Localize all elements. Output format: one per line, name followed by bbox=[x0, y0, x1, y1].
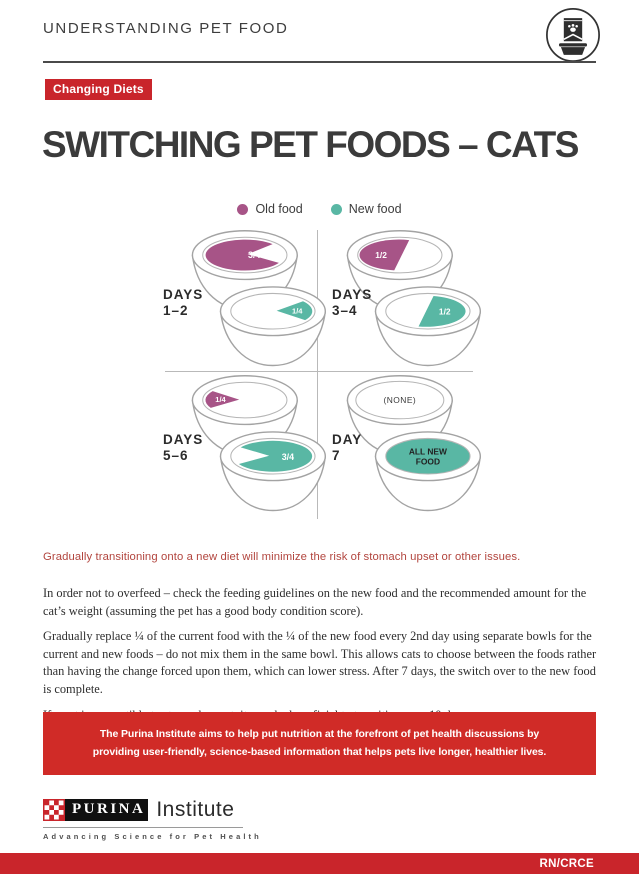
paragraph-1: In order not to overfeed – check the feeding guidelines on the new food and the recommended amount for the cat’s weight (assuming the pet has a good body condition score). bbox=[43, 586, 587, 618]
body-copy bbox=[43, 585, 600, 732]
quadrant-days-5-6 bbox=[163, 372, 318, 517]
quadrant-days-3-4 bbox=[318, 227, 473, 372]
callout-line-1: The Purina Institute aims to help put nutrition at the forefront of pet health discussions by bbox=[99, 728, 540, 741]
footer-code: RN/CRCE bbox=[539, 857, 594, 870]
old-food-dot-icon bbox=[237, 204, 248, 215]
new-portion-label-line1: ALL NEW bbox=[408, 446, 447, 457]
logo-tagline-rule bbox=[43, 827, 262, 841]
quadrant-label: DAY 7 bbox=[332, 432, 363, 463]
footer-bar bbox=[0, 853, 639, 874]
quadrant-day-7 bbox=[318, 372, 473, 517]
old-portion-label: (NONE) bbox=[383, 394, 417, 405]
old-portion-label: 3/4 bbox=[248, 249, 261, 260]
legend-item-old-food bbox=[237, 202, 302, 216]
header-divider bbox=[43, 61, 596, 63]
purina-wordmark: PURINA bbox=[65, 799, 148, 821]
bowls-days-5-6 bbox=[181, 372, 333, 518]
new-food-dot-icon bbox=[331, 204, 342, 215]
bowl-new-food bbox=[376, 287, 481, 366]
page-title: SWITCHING PET FOODS – CATS bbox=[42, 124, 578, 165]
old-portion-label: 1/2 bbox=[375, 249, 387, 260]
new-portion-label: 1/2 bbox=[438, 306, 451, 317]
transition-diagram bbox=[163, 227, 473, 517]
new-portion-label: 3/4 bbox=[281, 451, 295, 462]
paragraph-2: Gradually replace ¼ of the current food with the ¼ of the new food every 2nd day using separate bowls for the current and new foods – do not mix them in the same bowl. This allows cats to choose between the foods rather than having the change forced upon them, which can lower stress. After 7 days, the switch over to the new food is complete. bbox=[43, 629, 597, 697]
purina-institute-logo bbox=[43, 798, 262, 841]
lead-sentence: Gradually transitioning onto a new diet will minimize the risk of stomach upset or other issues. bbox=[43, 551, 521, 563]
new-portion-label: 1/4 bbox=[292, 306, 303, 316]
institute-wordmark: Institute bbox=[156, 798, 235, 821]
quadrant-label: DAYS 1–2 bbox=[163, 287, 204, 318]
old-portion-label: 1/4 bbox=[215, 394, 226, 404]
bowl-new-food bbox=[221, 432, 326, 511]
quadrant-days-1-2 bbox=[163, 227, 318, 372]
bowls-days-1-2 bbox=[181, 227, 333, 373]
quadrant-label: DAYS 3–4 bbox=[332, 287, 373, 318]
legend bbox=[0, 202, 639, 216]
logo-tagline: Advancing Science for Pet Health bbox=[43, 832, 262, 841]
callout-line-2: providing user-friendly, science-based information that helps pets live longer, healthier lives. bbox=[92, 745, 547, 758]
legend-label-new: New food bbox=[348, 202, 402, 216]
pet-food-icon bbox=[544, 6, 602, 64]
bowl-new-food bbox=[221, 287, 326, 366]
page-header-title: UNDERSTANDING PET FOOD bbox=[43, 20, 289, 37]
new-portion-label-line2: FOOD bbox=[415, 456, 441, 467]
legend-item-new-food bbox=[331, 202, 402, 216]
bowl-new-food-full bbox=[376, 432, 481, 511]
quadrant-label: DAYS 5–6 bbox=[163, 432, 204, 463]
purina-institute-callout bbox=[43, 712, 596, 775]
purina-checkerboard-icon bbox=[43, 799, 65, 821]
legend-label-old: Old food bbox=[255, 202, 303, 216]
category-badge: Changing Diets bbox=[45, 79, 152, 100]
